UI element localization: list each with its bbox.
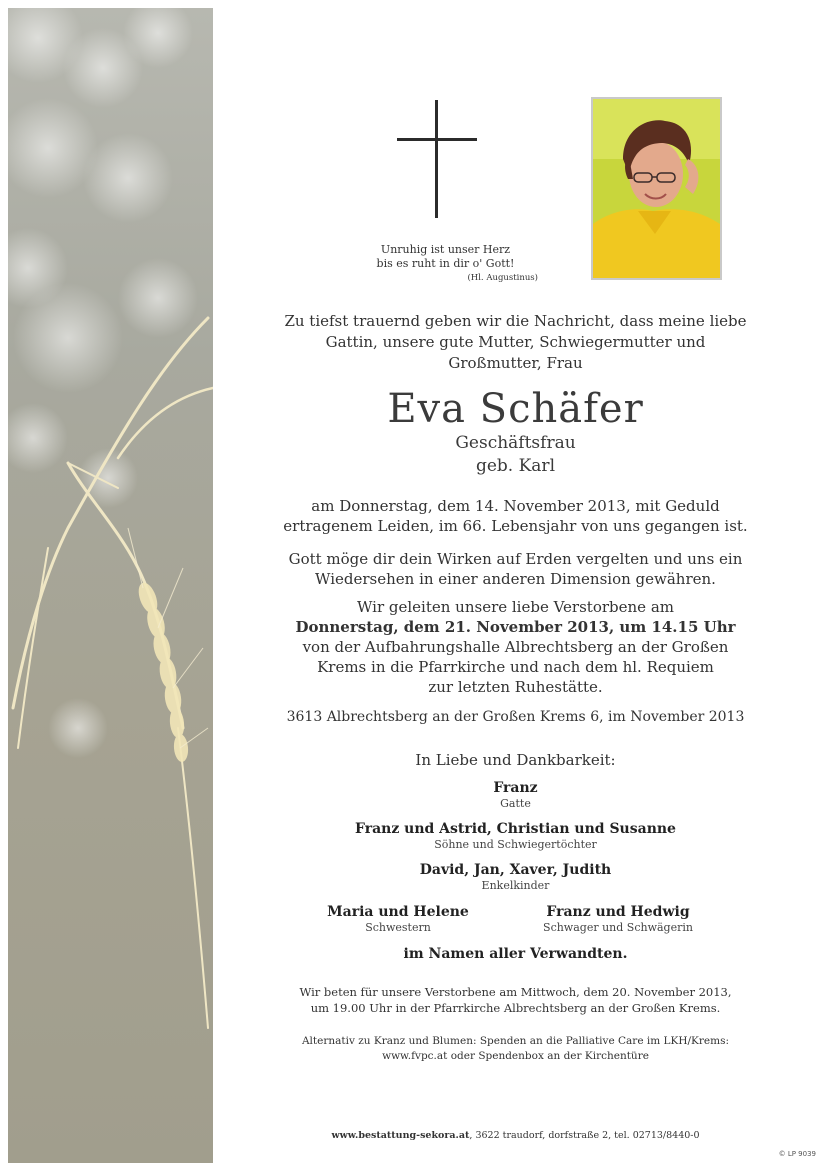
prayer-line-1: Wir beten für unsere Verstorbene am Mittwoch, dem 20. November 2013, [299, 985, 732, 999]
spouse-name: Franz [493, 780, 538, 796]
wheat-stalk-illustration [8, 8, 213, 1163]
funeral-line-4: Krems in die Pfarrkirche und nach dem hl. Requiem [317, 658, 714, 676]
wish-line-2: Wiedersehen in einer anderen Dimension gewähren. [315, 570, 716, 588]
mourner-sisters [308, 903, 488, 934]
funeral-line-5: zur letzten Ruhestätte. [428, 678, 603, 696]
inlaws-relation: Schwager und Schwägerin [543, 921, 693, 934]
sisters-names: Maria und Helene [327, 904, 469, 920]
quote-source: (Hl. Augustinus) [467, 273, 538, 283]
footer-website: www.bestattung-sekora.at [331, 1130, 470, 1141]
bible-quote [343, 243, 548, 285]
occupation: Geschäftsfrau [455, 433, 576, 453]
children-names: Franz und Astrid, Christian und Susanne [355, 821, 676, 837]
inlaws-names: Franz und Hedwig [546, 904, 690, 920]
funeral-line-1: Wir geleiten unsere liebe Verstorbene am [357, 598, 674, 616]
intro-line-3: Großmutter, Frau [448, 354, 583, 372]
intro-line-2: Gattin, unsere gute Mutter, Schwiegermutter und [325, 333, 706, 351]
place-date: 3613 Albrechtsberg an der Großen Krems 6, im November 2013 [286, 709, 745, 725]
portrait-photo [591, 97, 722, 280]
relatives-line: im Namen aller Verwandten. [403, 946, 628, 962]
decorative-wheat-panel [8, 8, 213, 1163]
quote-line-1: Unruhig ist unser Herz [380, 243, 511, 256]
death-line-2: ertragenem Leiden, im 66. Lebensjahr von uns gegangen ist. [283, 517, 748, 535]
mourner-inlaws [518, 903, 718, 934]
wish-text [213, 549, 818, 589]
donation-line-1: Alternativ zu Kranz und Blumen: Spenden an die Palliative Care im LKH/Krems: [301, 1035, 730, 1047]
prayer-line-2: um 19.00 Uhr in der Pfarrkirche Albrechtsberg an der Großen Krems. [310, 1001, 721, 1015]
mourner-spouse [213, 779, 818, 810]
footer-address: , 3622 traudorf, dorfstraße 2, tel. 02713/8440-0 [469, 1130, 700, 1141]
cross-icon [397, 100, 477, 220]
mourner-children [213, 820, 818, 851]
mourner-grandchildren [213, 861, 818, 892]
grandchildren-names: David, Jan, Xaver, Judith [419, 862, 612, 878]
sisters-relation: Schwestern [365, 921, 431, 934]
death-line-1: am Donnerstag, dem 14. November 2013, mit Geduld [311, 497, 720, 515]
obituary-content [213, 0, 818, 1172]
portrait-image [593, 99, 720, 278]
wish-line-1: Gott möge dir dein Wirken auf Erden vergelten und uns ein [288, 550, 743, 568]
gratitude-heading: In Liebe und Dankbarkeit: [415, 751, 616, 769]
intro-text [213, 311, 818, 374]
grandchildren-relation: Enkelkinder [481, 879, 550, 892]
spouse-relation: Gatte [500, 797, 531, 810]
funeral-line-3: von der Aufbahrungshalle Albrechtsberg an der Großen [302, 638, 729, 656]
print-code: © LP 9039 [778, 1150, 816, 1158]
footer [213, 1130, 818, 1141]
birth-name: geb. Karl [475, 456, 556, 476]
quote-line-2: bis es ruht in dir o' Gott! [376, 257, 515, 270]
donation-line-2: www.fvpc.at oder Spendenbox an der Kirchentüre [382, 1050, 649, 1062]
prayer-notice [213, 984, 818, 1016]
intro-line-1: Zu tiefst trauernd geben wir die Nachricht, dass meine liebe [284, 312, 747, 330]
donation-notice [213, 1034, 818, 1064]
children-relation: Söhne und Schwiegertöchter [434, 838, 597, 851]
death-notice [213, 496, 818, 536]
deceased-name: Eva Schäfer [387, 386, 644, 432]
funeral-notice [213, 597, 818, 697]
deceased-details [213, 432, 818, 478]
funeral-date: Donnerstag, dem 21. November 2013, um 14.15 Uhr [295, 618, 736, 636]
